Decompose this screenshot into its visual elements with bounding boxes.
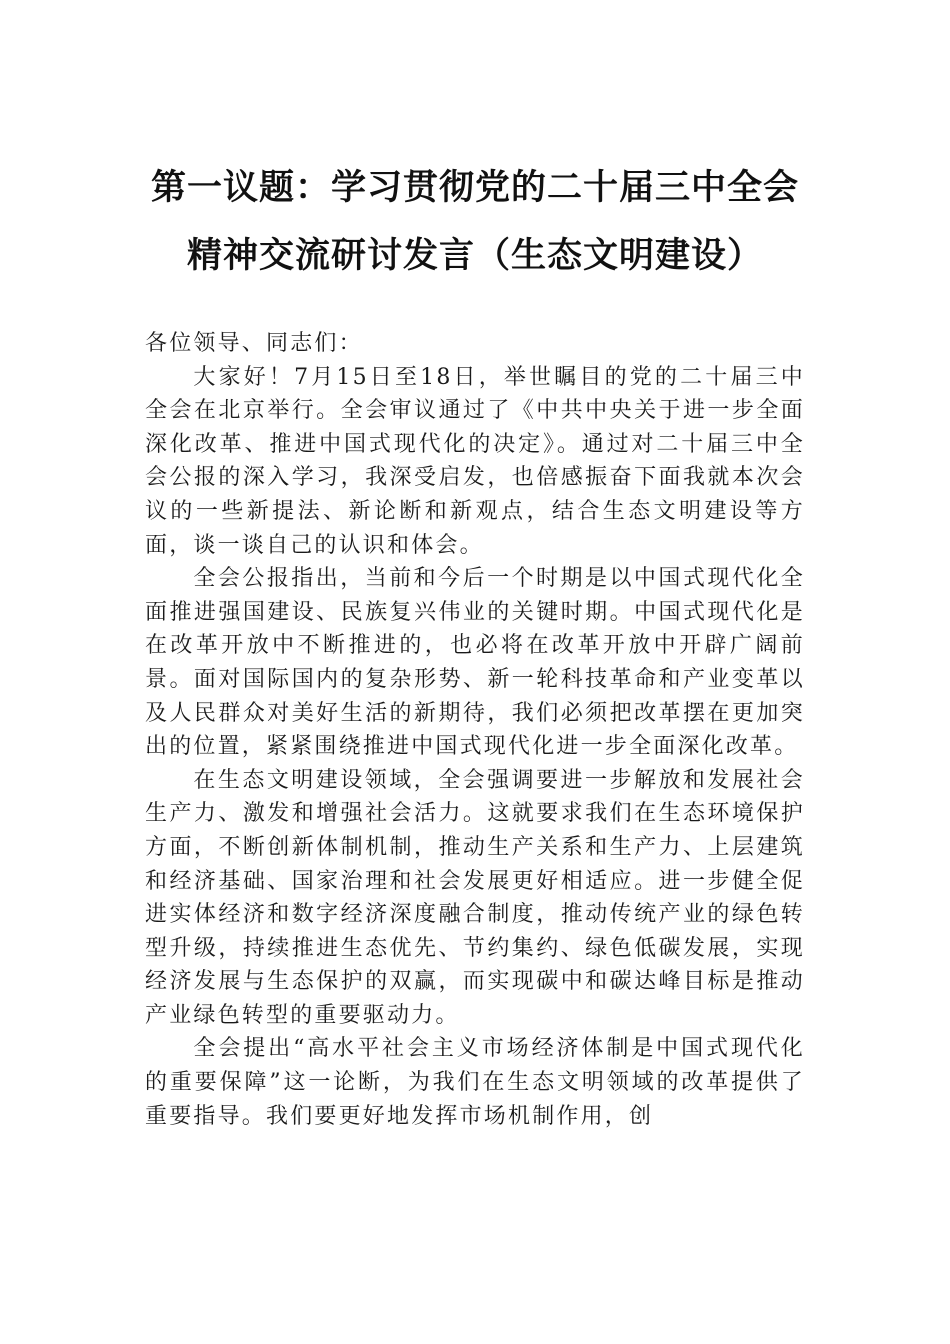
document-title-line-1: 第一议题：学习贯彻党的二十届三中全会: [150, 167, 799, 208]
document-body: [145, 327, 805, 1133]
document-title-line-2: 精神交流研讨发言（生态文明建设）: [186, 235, 763, 276]
salutation: 各位领导、同志们：: [145, 331, 363, 356]
paragraph-4: 全会提出“高水平社会主义市场经济体制是中国式现代化的重要保障”这一论断，为我们在生态文明领域的改革提供了重要指导。我们要更好地发挥市场机制作用，创: [145, 1036, 805, 1129]
paragraph-3: 在生态文明建设领域，全会强调要进一步解放和发展社会生产力、激发和增强社会活力。这就要求我们在生态环境保护方面，不断创新体制机制，推动生产关系和生产力、上层建筑和经济基础、国家治理和社会发展更好相适应。进一步健全促进实体经济和数字经济深度融合制度，推动传统产业的绿色转型升级，持续推进生态优先、节约集约、绿色低碳发展，实现经济发展与生态保护的双赢，而实现碳中和碳达峰目标是推动产业绿色转型的重要驱动力。: [145, 767, 805, 1028]
paragraph-1: 大家好！7月15日至18日，举世瞩目的党的二十届三中全会在北京举行。全会审议通过了《中共中央关于进一步全面深化改革、推进中国式现代化的决定》。通过对二十届三中全会公报的深入学习，我深受启发，也倍感振奋下面我就本次会议的一些新提法、新论断和新观点，结合生态文明建设等方面，谈一谈自己的认识和体会。: [145, 364, 805, 558]
paragraph-2: 全会公报指出，当前和今后一个时期是以中国式现代化全面推进强国建设、民族复兴伟业的关键时期。中国式现代化是在改革开放中不断推进的，也必将在改革开放中开辟广阔前景。面对国际国内的复杂形势、新一轮科技革命和产业变革以及人民群众对美好生活的新期待，我们必须把改革摆在更加突出的位置，紧紧围绕推进中国式现代化进一步全面深化改革。: [145, 566, 805, 760]
